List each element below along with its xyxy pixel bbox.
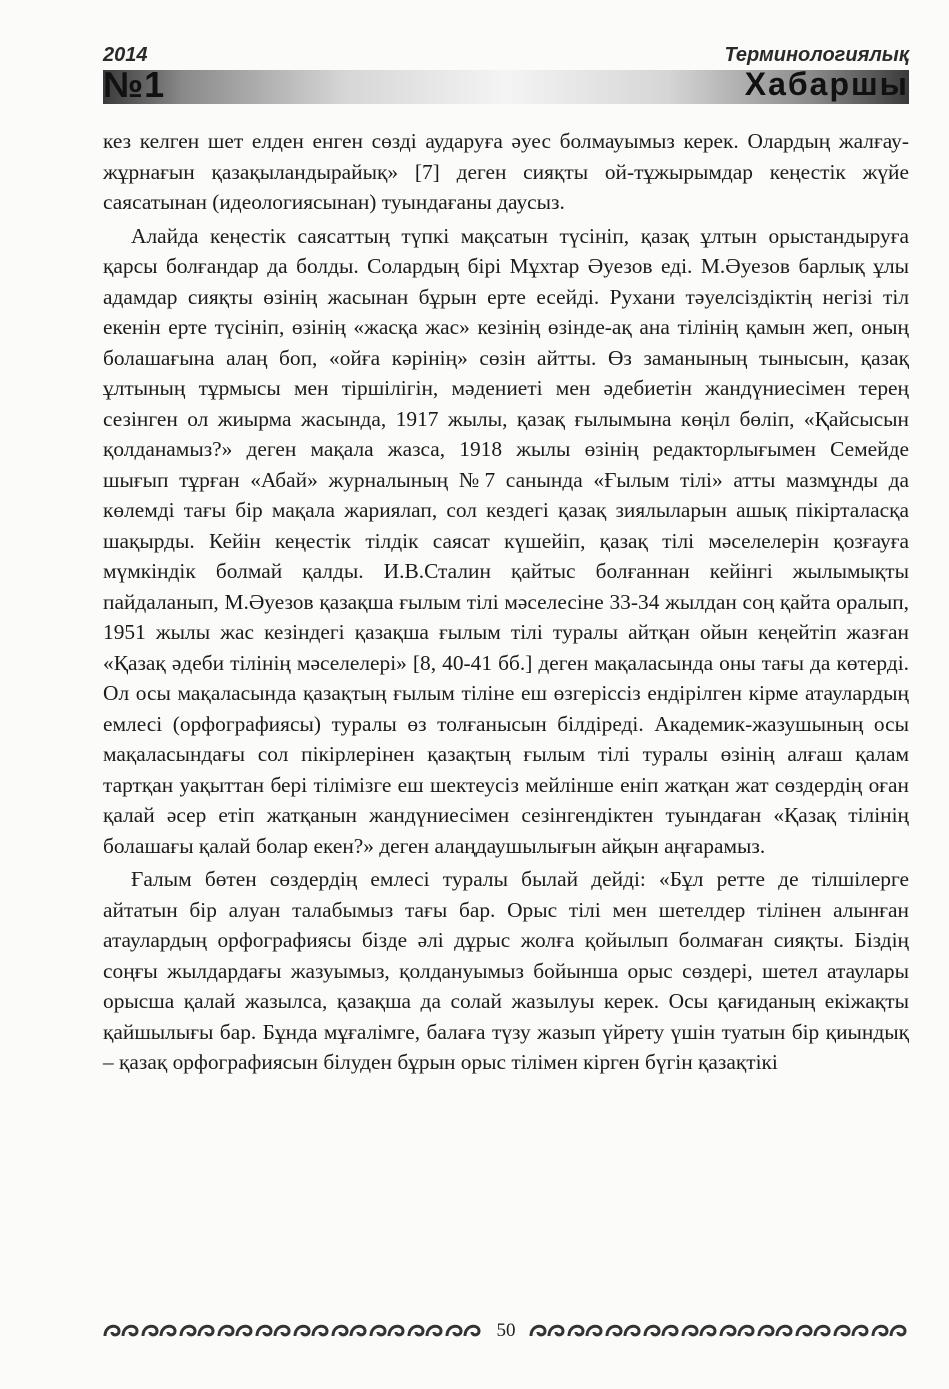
paragraph: Ғалым бөтен сөздердің емлесі туралы былай дейді: «Бұл ретте де тілшілерге айтатын бір алуан талабымыз тағы бар. Орыс тілі мен шетелдер тілінен алынған атаулардың орфографиясы бізде әлі дұрыс жолға қойылып болмаған сияқты. Біздің соңғы жылдардағы жазуымыз, қолдануымыз бойынша орыс сөздері, шетел атаулары орысша қалай жазылса, қазақша да солай жазылуы керек. Осы қағиданың екіжақты қайшылығы бар. Бұнда мұғалімге, балаға түзу жазып үйрету үшін туатын бір қиындық – қазақ орфографиясын білуден бұрын орыс тілімен кірген бүгін қазақтікі	[103, 867, 909, 1074]
ornament-left-icon	[103, 1320, 483, 1342]
page-footer	[103, 1312, 909, 1352]
paragraph: Алайда кеңестік саясаттың түпкі мақсатын түсініп, қазақ ұлтын орыстандыруға қарсы болғандар да болды. Солардың бірі Мұхтар Әуезов еді. М.Әуезов барлық ұлы адамдар сияқты өзінің жасынан бұрын ерте есейді. Рухани тәуелсіздіктің негізі тіл екенін ерте түсініп, өзінің «жасқа жас» кезінің өзінде-ақ ана тілінің қамын жеп, оның болашағына алаң боп, «ойға кәрінің» сөзін айтты. Өз заманының тынысын, қазақ ұлтының тұрмысы мен тіршілігін, мәдениеті мен әдебиетін жандүниесімен терең сезінген ол жиырма жасында, 1917 жылы, қазақ ғылымына көңіл бөліп, «Қайсысын қолданамыз?» деген мақала жазса, 1918 жылы өзінің редакторлығымен Семейде шығып тұрған «Абай» журналының №7 санында «Ғылым тілі» атты мазмұнды да көлемді тағы бір мақала жариялап, сол кездегі қазақ зиялыларын ашық пікірталасқа шақырды. Кейін кеңестік тілдік саясат күшейіп, қазақ тілі мәселелерін қозғауға мүмкіндік болмай қалды. И.В.Сталин қайтыс болғаннан кейінгі жылымықты пайдаланып, М.Әуезов қазақша ғылым тілі мәселесіне 33-34 жылдан соң қайта оралып, 1951 жылы жас кезіндегі қазақша ғылым тілі туралы айтқан ойын кеңейтіп жазған «Қазақ әдеби тілінің мәселелері» [8, 40-41 бб.] деген мақаласында оны тағы да көтерді. Ол осы мақаласында қазақтың ғылым тіліне еш өзгеріссіз ендірілген кірме атаулардың емлесі (орфографиясы) туралы өз толғанысын білдіреді. Академик-жазушының осы мақаласындағы сол пікірлерінен қазақтың ғылым тілі туралы өзінің алғаш қалам тартқан уақыттан бері тілімізге еш шектеусіз мейлінше еніп жатқан жат сөздердің оған қалай әсер етіп жатқанын жандүниесімен сезінгендіктен туындаған «Қазақ тілінің болашағы қалай болар екен?» деген алаңдаушылығын айқын аңғарамыз.	[103, 223, 909, 858]
header-journal-name: Терминологиялық	[724, 44, 909, 66]
page-header	[0, 0, 949, 120]
paragraph: кез келген шет елден енген сөзді аударуға әуес болмауымыз керек. Олардың жалғау-жұрнағын қазақыландырайық» [7] деген сияқты ой-тұжырымдар кеңестік жүйе саясатынан (идеологиясынан) туындағаны даусыз.	[103, 129, 909, 214]
article-body	[103, 126, 909, 1078]
page-number: 50	[496, 1320, 516, 1341]
header-issue-number: №1	[103, 64, 166, 105]
header-year: 2014	[103, 44, 148, 66]
ornament-right-icon	[529, 1320, 909, 1342]
header-journal-title: Хабаршы	[744, 66, 909, 102]
